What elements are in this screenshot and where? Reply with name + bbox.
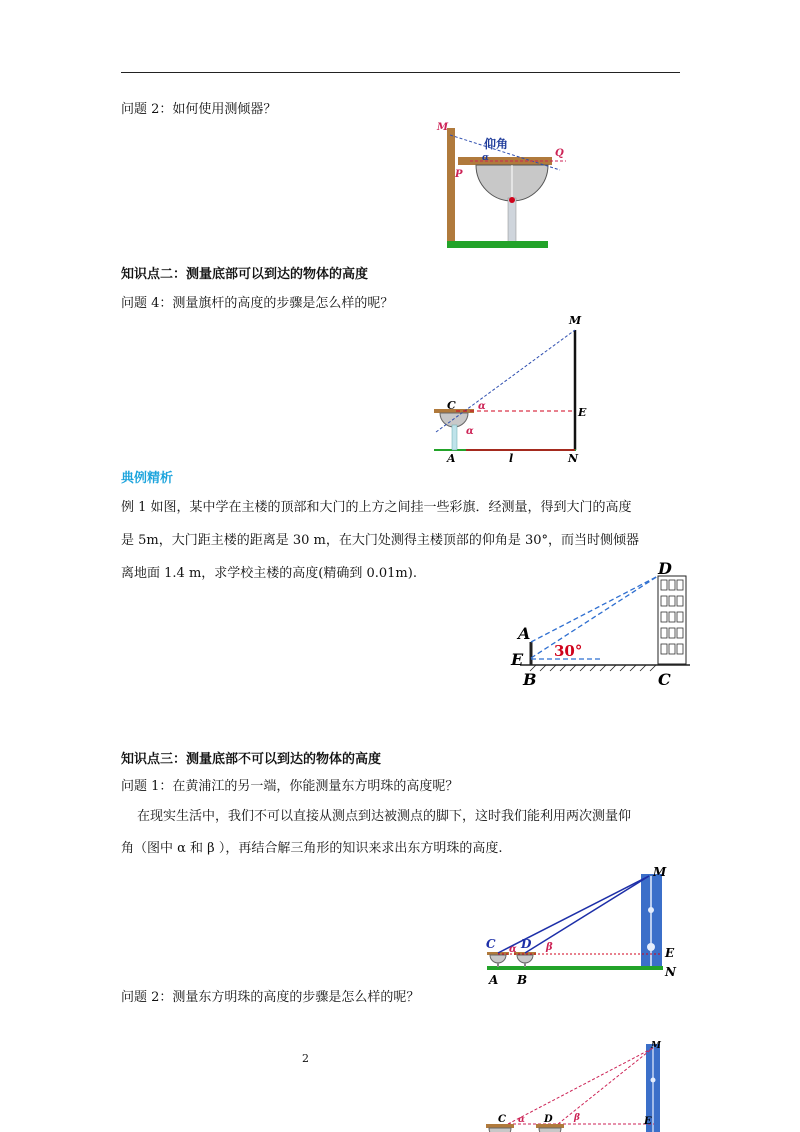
sight-line-E: [531, 576, 658, 658]
protractor-D: [517, 955, 533, 963]
beta-label: β: [546, 942, 553, 953]
label-D: D: [521, 937, 532, 951]
label-N: N: [665, 965, 676, 979]
stand-pole: [452, 425, 457, 450]
label-E: E: [578, 406, 587, 419]
example-line-1: 例 1 如图，某中学在主楼的顶部和大门的上方之间挂一些彩旗．经测量，得到大门的高度: [121, 500, 632, 515]
label-P: P: [455, 169, 463, 180]
page-number: 2: [302, 1052, 309, 1065]
tower-figure: [483, 862, 683, 988]
stand-pole: [508, 198, 516, 243]
label-M: M: [569, 314, 582, 327]
sight-line-D: [558, 1048, 653, 1124]
example-line-3: 离地面 1.4 m，求学校主楼的高度(精确到 0.01m).: [121, 566, 417, 581]
label-B: B: [517, 973, 528, 987]
label-C: C: [658, 670, 671, 689]
elevation-angle-label: 仰角: [484, 137, 509, 151]
label-M: M: [651, 1041, 661, 1051]
label-M: M: [437, 122, 449, 133]
q4-title: 问题 4：测量旗杆的高度的步骤是怎么样的呢？: [121, 296, 394, 311]
label-A: A: [518, 624, 531, 643]
label-A: A: [489, 973, 499, 987]
label-D: D: [544, 1114, 553, 1125]
example-line-2: 是 5m，大门距主楼的距离是 30 m，在大门处测得主楼顶部的仰角是 30°，而当时侧倾器: [121, 533, 640, 548]
label-A: A: [447, 452, 456, 465]
label-E: E: [511, 650, 524, 669]
clinometer-figure: [430, 118, 570, 253]
flagpole-figure: [426, 312, 596, 467]
building-figure: [506, 558, 692, 690]
label-l: l: [509, 452, 514, 465]
tower-figure-2: [478, 1040, 678, 1132]
sight-line-D: [525, 876, 649, 953]
sight-line-C: [508, 1048, 653, 1124]
alpha-label-top: α: [478, 401, 486, 412]
sight-line-A: [531, 576, 658, 642]
label-C: C: [486, 937, 496, 951]
label-E: E: [644, 1116, 652, 1127]
label-B: B: [523, 670, 537, 689]
label-C: C: [447, 399, 456, 412]
label-D: D: [658, 559, 672, 578]
label-M: M: [653, 865, 667, 879]
alpha-label-bottom: α: [466, 426, 474, 437]
ground: [487, 966, 663, 970]
alpha-label: α: [509, 944, 517, 955]
example-header: 典例精析: [121, 471, 174, 486]
protractor-C: [490, 955, 506, 963]
main-building: [658, 576, 686, 664]
beta-label: β: [574, 1113, 580, 1123]
label-E: E: [665, 946, 675, 960]
ground: [447, 241, 548, 248]
q2b-title: 问题 2：测量东方明珠的高度的步骤是怎么样的呢？: [121, 990, 420, 1005]
header-rule: [121, 72, 680, 73]
kp2-title: 知识点二：测量底部可以到达的物体的高度: [121, 267, 369, 282]
sight-line: [436, 330, 575, 432]
q2-title: 问题 2：如何使用测倾器？: [121, 102, 277, 117]
q1-title: 问题 1：在黄浦江的另一端，你能测量东方明珠的高度呢？: [121, 779, 459, 794]
wooden-post: [447, 128, 455, 248]
angle-30-label: 30°: [554, 642, 583, 660]
alpha-label: α: [482, 153, 489, 163]
kp3-title: 知识点三：测量底部不可以到达的物体的高度: [121, 752, 382, 767]
alpha-label: α: [518, 1115, 525, 1125]
label-C: C: [498, 1114, 506, 1125]
paragraph-line-1: 在现实生活中，我们不可以直接从测点到达被测点的脚下，这时我们能利用两次测量仰: [137, 809, 632, 824]
paragraph-line-2: 角（图中 α 和 β ），再结合解三角形的知识来求出东方明珠的高度.: [121, 841, 503, 856]
label-Q: Q: [555, 148, 564, 159]
label-N: N: [568, 452, 579, 465]
